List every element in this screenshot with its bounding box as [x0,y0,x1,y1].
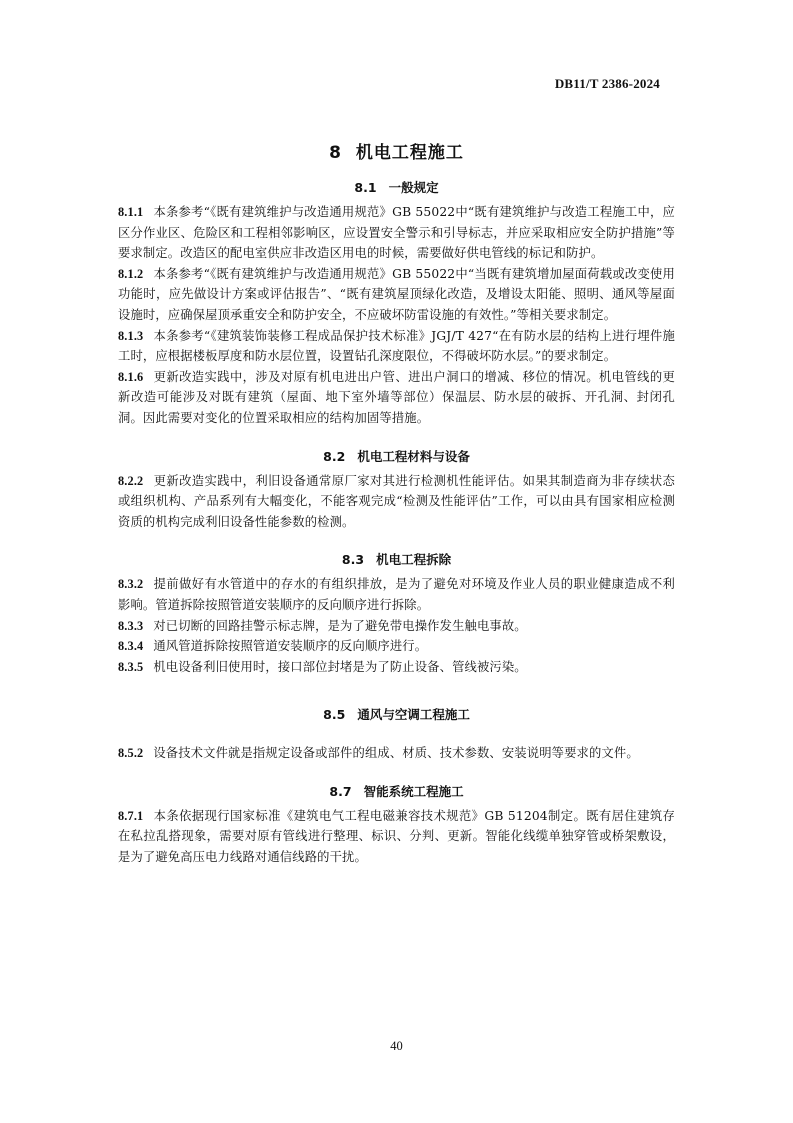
section-heading-8-2 [118,447,675,467]
chapter-title [0,138,793,163]
standard-code: DB11/T 2386-2024 [554,76,660,91]
clause-8-1-6 [118,367,675,429]
clause-number: 8.5.2 [118,746,144,761]
chapter-number: 8 [329,143,342,163]
clause-text: 更新改造实践中，涉及对原有机电进出户管、进出户洞口的增减、移位的情况。机电管线的更新改造可能涉及对既有建筑（屋面、地下室外墙等部位）保温层、防水层的破拆、开孔洞、封闭孔洞。因此需要对变化的位置采取相应的结构加固等措施。 [118,369,675,425]
section-number: 8.5 [323,707,346,723]
clause-8-2-2 [118,471,675,533]
section-title: 机电工程拆除 [376,552,452,568]
clause-8-7-1 [118,806,675,868]
section-number: 8.3 [341,552,365,568]
clause-text: 机电设备利旧使用时，接口部位封堵是为了防止设备、管线被污染。 [153,659,527,674]
page-number: 40 [390,1039,403,1053]
section-heading-8-1 [118,178,675,198]
clause-number: 8.2.2 [118,473,144,488]
clause-text: 设备技术文件就是指规定设备或部件的组成、材质、技术参数、安装说明等要求的文件。 [153,746,639,761]
clause-text: 本条参考“《既有建筑维护与改造通用规范》GB 55022中“既有建筑维护与改造工程施工中，应区分作业区、危险区和工程相邻影响区，应设置安全警示和引导标志，并应采取相应安全防护措施”等要求制定。改造区的配电室供应非改造区用电的时候，需要做好供电管线的标记和防护。 [118,205,675,261]
chapter-title-text: 机电工程施工 [355,143,464,163]
clause-text: 更新改造实践中，利旧设备通常原厂家对其进行检测机性能评估。如果其制造商为非存续状态或组织机构、产品系列有大幅变化，不能客观完成“检测及性能评估”工作，可以由具有国家相应检测资质的机构完成利旧设备性能参数的检测。 [118,473,675,529]
clause-8-3-3 [118,616,675,637]
section-title: 机电工程材料与设备 [357,448,470,464]
clause-text: 通风管道拆除按照管道安装顺序的反向顺序进行。 [153,639,428,654]
section-title: 一般规定 [388,180,439,195]
section-heading-8-7 [118,782,675,802]
clause-number: 8.1.3 [118,328,144,343]
clause-number: 8.7.1 [118,808,144,823]
section-number: 8.2 [323,448,346,464]
section-title: 通风与空调工程施工 [357,707,470,723]
clause-text: 本条参考“《既有建筑维护与改造通用规范》GB 55022中“当既有建筑增加屋面荷载或改变使用功能时，应先做设计方案或评估报告”、“既有建筑屋顶绿化改造，及增设太阳能、照明、通风等屋面设施时，应确保屋顶承重安全和防护安全，不应破坏防雷设施的有效性。”等相关要求制定。 [118,266,675,322]
section-heading-8-3 [118,550,675,570]
clause-number: 8.1.2 [118,266,144,281]
section-number: 8.1 [354,180,377,195]
clause-number: 8.3.5 [118,659,144,674]
clause-text: 本条依据现行国家标准《建筑电气工程电磁兼容技术规范》GB 51204制定。既有居住建筑存在私拉乱搭现象，需要对原有管线进行整理、标识、分判、更新。智能化线缆单独穿管或桥架敷设，是为了避免高压电力线路对通信线路的干扰。 [118,808,675,865]
clause-number: 8.3.4 [118,639,144,654]
clause-text: 对已切断的回路挂警示标志牌，是为了避免带电操作发生触电事故。 [153,618,527,633]
clause-8-3-5 [118,657,675,678]
section-heading-8-5 [118,705,675,725]
clause-text: 提前做好有水管道中的存水的有组织排放，是为了避免对环境及作业人员的职业健康造成不利影响。管道拆除按照管道安装顺序的反向顺序进行拆除。 [118,577,675,612]
clause-number: 8.1.6 [118,369,144,384]
section-title: 智能系统工程施工 [363,783,464,799]
clause-number: 8.1.1 [118,205,144,219]
clause-8-3-2 [118,574,675,615]
section-number: 8.7 [329,783,352,799]
clause-text: 本条参考“《建筑装饰装修工程成品保护技术标准》JGJ/T 427“在有防水层的结构上进行埋件施工时，应根据楼板厚度和防水层位置，设置钻孔深度限位，不得破坏防水层。”的要求制定。 [118,328,675,364]
clause-8-1-3 [118,326,675,367]
clause-8-1-2 [118,264,675,326]
clause-8-1-1 [118,202,675,264]
clause-8-5-2 [118,743,675,764]
document-body [118,178,675,868]
clause-number: 8.3.3 [118,618,144,633]
clause-8-3-4 [118,636,675,657]
clause-number: 8.3.2 [118,577,144,592]
